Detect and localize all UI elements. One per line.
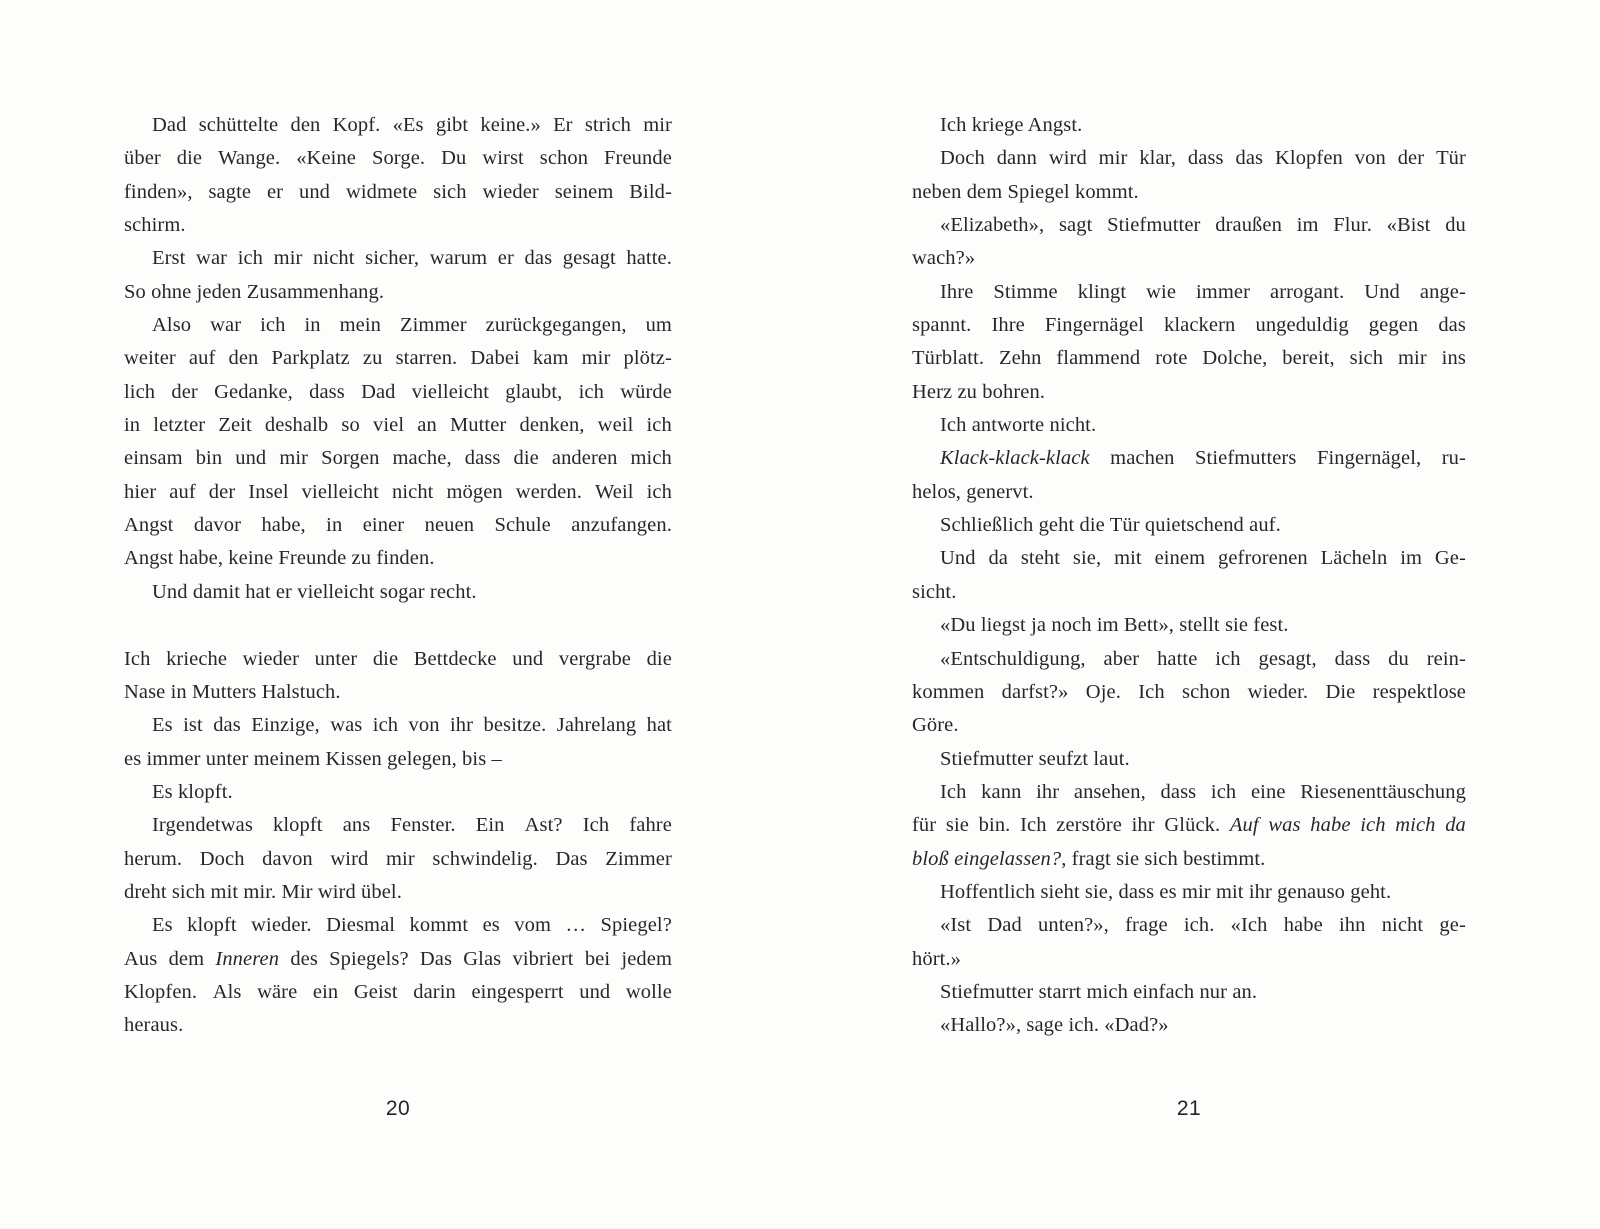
text-line: Ich kann ihr ansehen, dass ich eine Riesenenttäuschung xyxy=(940,780,1466,803)
text-line: Irgendetwas klopft ans Fenster. Ein Ast? Ich fahre xyxy=(152,814,672,837)
page-left-number: 20 xyxy=(385,1097,411,1120)
text-line: heraus. xyxy=(124,1014,184,1037)
text-line: «Du liegst ja noch im Bett», stellt sie fest. xyxy=(940,614,1289,637)
text-line: «Hallo?», sage ich. «Dad?» xyxy=(940,1014,1169,1037)
text-line: dreht sich mit mir. Mir wird übel. xyxy=(124,880,402,903)
text-line: Herz zu bohren. xyxy=(912,380,1046,403)
text-line: So ohne jeden Zusammenhang. xyxy=(124,280,385,303)
text-line: Angst davor habe, in einer neuen Schule anzufangen. xyxy=(124,514,672,537)
text-line: Nase in Mutters Halstuch. xyxy=(124,680,341,703)
text-line: hier auf der Insel vielleicht nicht mögen werden. Weil ich xyxy=(124,480,672,503)
text-line: Klack-klack-klack machen Stiefmutters Fingernägel, ru- xyxy=(940,447,1466,470)
text-line: Und da steht sie, mit einem gefrorenen Lächeln im Ge- xyxy=(940,547,1466,570)
text-line: Türblatt. Zehn flammend rote Dolche, bereit, sich mir ins xyxy=(912,347,1466,370)
text-line: helos, genervt. xyxy=(912,480,1034,503)
text-line: Aus dem Inneren des Spiegels? Das Glas vibriert bei jedem xyxy=(124,947,672,970)
text-line: Also war ich in mein Zimmer zurückgegangen, um xyxy=(152,314,672,337)
text-line: kommen darfst?» Oje. Ich schon wieder. Die respektlose xyxy=(912,680,1466,703)
blank-line xyxy=(124,609,672,642)
text-line: «Elizabeth», sagt Stiefmutter draußen im Flur. «Bist du xyxy=(940,214,1466,237)
page-right-number: 21 xyxy=(1176,1097,1202,1120)
text-line: Erst war ich mir nicht sicher, warum er das gesagt hatte. xyxy=(152,247,672,270)
text-line: weiter auf den Parkplatz zu starren. Dabei kam mir plötz- xyxy=(124,347,672,370)
text-line: finden», sagte er und widmete sich wieder seinem Bild- xyxy=(124,180,672,203)
page-right-text xyxy=(912,109,1466,1043)
text-line: Angst habe, keine Freunde zu finden. xyxy=(124,547,435,570)
text-line: einsam bin und mir Sorgen mache, dass die anderen mich xyxy=(124,447,672,470)
text-line: Es klopft. xyxy=(152,780,233,803)
text-line: spannt. Ihre Fingernägel klackern ungeduldig gegen das xyxy=(912,314,1466,337)
text-line: es immer unter meinem Kissen gelegen, bis – xyxy=(124,747,502,770)
text-line: «Entschuldigung, aber hatte ich gesagt, dass du rein- xyxy=(940,647,1466,670)
text-line: Ich antworte nicht. xyxy=(940,414,1097,437)
text-line: Ich kriege Angst. xyxy=(940,114,1083,136)
text-line: «Ist Dad unten?», frage ich. «Ich habe ihn nicht ge- xyxy=(940,914,1466,937)
text-line: in letzter Zeit deshalb so viel an Mutter denken, weil ich xyxy=(124,414,672,437)
text-line: sicht. xyxy=(912,580,957,603)
text-line: für sie bin. Ich zerstöre ihr Glück. Auf was habe ich mich da xyxy=(912,814,1466,837)
text-line: Schließlich geht die Tür quietschend auf. xyxy=(940,514,1281,537)
page-right xyxy=(800,0,1600,1229)
text-line: Ich krieche wieder unter die Bettdecke und vergrabe die xyxy=(124,647,672,670)
text-line: Ihre Stimme klingt wie immer arrogant. Und ange- xyxy=(940,280,1466,303)
page-left-text xyxy=(124,109,672,1043)
text-line: Klopfen. Als wäre ein Geist darin eingesperrt und wolle xyxy=(124,980,672,1003)
text-line: neben dem Spiegel kommt. xyxy=(912,180,1139,203)
text-line: Stiefmutter seufzt laut. xyxy=(940,747,1130,770)
text-line: Stiefmutter starrt mich einfach nur an. xyxy=(940,980,1258,1003)
text-line: Es ist das Einzige, was ich von ihr besitze. Jahrelang hat xyxy=(152,714,672,737)
text-line: Dad schüttelte den Kopf. «Es gibt keine.» Er strich mir xyxy=(152,114,672,136)
text-line: Und damit hat er vielleicht sogar recht. xyxy=(152,580,477,603)
text-line: Es klopft wieder. Diesmal kommt es vom … Spiegel? xyxy=(152,914,672,937)
text-line: schirm. xyxy=(124,214,186,237)
text-line: Hoffentlich sieht sie, dass es mir mit ihr genauso geht. xyxy=(940,880,1392,903)
text-line: herum. Doch davon wird mir schwindelig. Das Zimmer xyxy=(124,847,672,870)
text-line: Doch dann wird mir klar, dass das Klopfen von der Tür xyxy=(940,147,1466,170)
text-line: bloß eingelassen?, fragt sie sich bestimmt. xyxy=(912,847,1266,870)
text-line: Göre. xyxy=(912,714,959,737)
text-line: über die Wange. «Keine Sorge. Du wirst schon Freunde xyxy=(124,147,672,170)
text-line: lich der Gedanke, dass Dad vielleicht glaubt, ich würde xyxy=(124,380,672,403)
text-line: wach?» xyxy=(912,247,976,270)
text-line: hört.» xyxy=(912,947,961,970)
